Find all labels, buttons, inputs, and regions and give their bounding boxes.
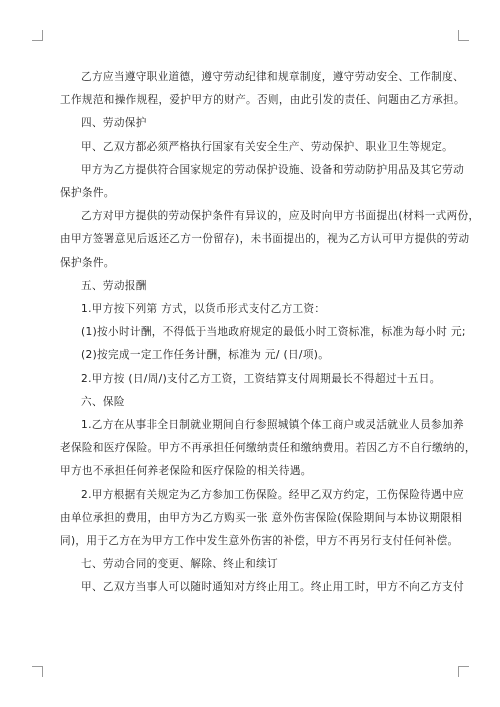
paragraph-line: 工作规范和操作规程，爱护甲方的财产。否则，由此引发的责任、问题由乙方承担。 [60, 94, 465, 107]
document-body [60, 66, 480, 600]
paragraph-line: 由甲方签署意见后返还乙方一份留存)，未书面提出的，视为乙方认可甲方提供的劳动 [60, 233, 470, 246]
paragraph-line: 乙方对甲方提供的劳动保护条件有异议的，应及时向甲方书面提出(材料一式两份， [81, 210, 480, 223]
section-heading: 五、劳动报酬 [81, 279, 147, 292]
paragraph-line: (2)按完成一定工作任务计酬，标准为 元/ (日/项)。 [81, 349, 330, 362]
paragraph-line: 2.甲方按 (日/周/)支付乙方工资，工资结算支付周期最长不得超过十五日。 [81, 372, 441, 385]
corner-mark-top-left [32, 30, 43, 41]
paragraph-line: 2.甲方根据有关规定为乙方参加工伤保险。经甲乙双方约定，工伤保险待遇中应 [81, 488, 464, 501]
corner-mark-bottom-left [32, 666, 43, 677]
paragraph-line: 甲、乙双方都必须严格执行国家有关安全生产、劳动保护、职业卫生等规定。 [81, 140, 454, 153]
corner-mark-top-right [458, 30, 469, 41]
section-heading: 六、保险 [81, 395, 125, 408]
paragraph-line: (1)按小时计酬，不得低于当地政府规定的最低小时工资标准，标准为每小时 元; [81, 326, 466, 339]
paragraph-line: 甲、乙双方当事人可以随时通知对方终止用工。终止用工时，甲方不向乙方支付 [81, 581, 465, 594]
paragraph-line: 1.乙方在从事非全日制就业期间自行参照城镇个体工商户或灵活就业人员参加养 [81, 419, 464, 432]
paragraph-line: 保护条件。 [60, 187, 115, 200]
paragraph-line: 由单位承担的费用，由甲方为乙方购买一张 意外伤害保险(保险期间与本协议期限相 [60, 511, 463, 524]
paragraph-line: 同)，用于乙方在为甲方工作中发生意外伤害的补偿，甲方不再另行支付任何补偿。 [60, 535, 459, 548]
section-heading: 七、劳动合同的变更、解除、终止和续订 [81, 558, 278, 571]
paragraph-line: 甲方为乙方提供符合国家规定的劳动保护设施、设备和劳动防护用品及其它劳动 [81, 163, 465, 176]
paragraph-line: 甲方也不承担任何养老保险和医疗保险的相关待遇。 [60, 465, 312, 478]
section-heading: 四、劳动保护 [81, 117, 147, 130]
paragraph-line: 保护条件。 [60, 256, 115, 269]
corner-mark-bottom-right [458, 666, 469, 677]
paragraph-line: 1.甲方按下列第 方式，以货币形式支付乙方工资： [81, 303, 326, 316]
paragraph-line: 乙方应当遵守职业道德，遵守劳动纪律和规章制度，遵守劳动安全、工作制度、 [81, 71, 465, 83]
paragraph-line: 老保险和医疗保险。甲方不再承担任何缴纳责任和缴纳费用。若因乙方不自行缴纳的， [60, 442, 476, 455]
